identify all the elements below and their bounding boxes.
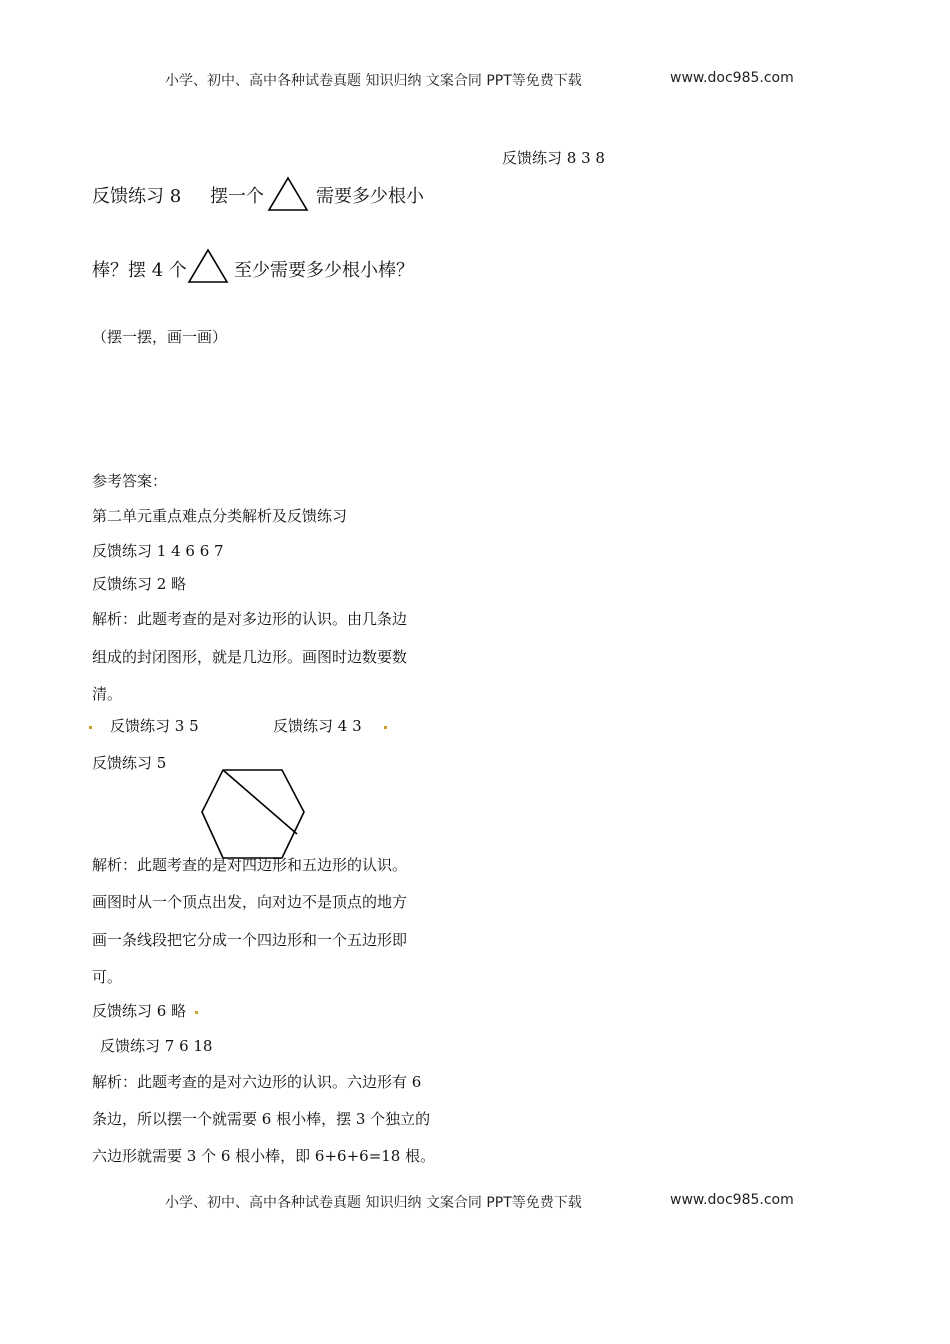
- marker-dot: [195, 1011, 198, 1014]
- header-text: 小学、初中、高中各种试卷真题 知识归纳 文案合同 PPT等免费下载: [165, 73, 582, 89]
- analysis-5-line-2: 画图时从一个顶点出发，向对边不是顶点的地方: [92, 893, 408, 911]
- answer-8-line: 反馈练习 8 3 8: [502, 149, 605, 167]
- header-url[interactable]: www.doc985.com: [670, 70, 794, 86]
- exercise-7: 反馈练习 7 6 18: [100, 1037, 213, 1055]
- question-line2-b: 至少需要多少根小棒？: [234, 260, 414, 281]
- question-line2-a: 棒？摆 4 个: [92, 260, 187, 281]
- analysis-2-line-3: 清。: [92, 685, 123, 703]
- triangle-icon-2: [187, 248, 229, 284]
- analysis-2-line-2: 组成的封闭图形，就是几边形。画图时边数要数: [92, 648, 408, 666]
- marker-dot: [89, 726, 92, 729]
- exercise-4: 反馈练习 4 3: [273, 717, 362, 735]
- triangle-icon: [267, 176, 309, 212]
- exercise-6: 反馈练习 6 略: [92, 1002, 187, 1020]
- analysis-7-line-1: 解析：此题考查的是对六边形的认识。六边形有 6: [92, 1073, 422, 1091]
- analysis-2-line-1: 解析：此题考查的是对多边形的认识。由几条边: [92, 610, 408, 628]
- exercise-1: 反馈练习 1 4 6 6 7: [92, 542, 224, 560]
- analysis-5-line-3: 画一条线段把它分成一个四边形和一个五边形即: [92, 931, 408, 949]
- question-hint: （摆一摆，画一画）: [92, 328, 228, 346]
- exercise-5: 反馈练习 5: [92, 754, 167, 772]
- question-label: 反馈练习 8: [92, 186, 182, 207]
- marker-dot: [384, 726, 387, 729]
- analysis-7-line-3: 六边形就需要 3 个 6 根小棒，即 6+6+6=18 根。: [92, 1147, 436, 1165]
- analysis-5-line-4: 可。: [92, 968, 123, 986]
- analysis-7-line-2: 条边，所以摆一个就需要 6 根小棒，摆 3 个独立的: [92, 1110, 431, 1128]
- question-part2: 需要多少根小: [316, 186, 424, 207]
- answers-heading: 参考答案：: [92, 472, 168, 490]
- footer-text: 小学、初中、高中各种试卷真题 知识归纳 文案合同 PPT等免费下载: [165, 1195, 582, 1211]
- analysis-5-line-1: 解析：此题考查的是对四边形和五边形的认识。: [92, 856, 408, 874]
- unit-title: 第二单元重点难点分类解析及反馈练习: [92, 507, 348, 525]
- footer-url[interactable]: www.doc985.com: [670, 1192, 794, 1208]
- exercise-2: 反馈练习 2 略: [92, 575, 187, 593]
- exercise-3: 反馈练习 3 5: [110, 717, 199, 735]
- question-part1: 摆一个: [210, 186, 264, 207]
- hexagon-diagram: [200, 767, 306, 862]
